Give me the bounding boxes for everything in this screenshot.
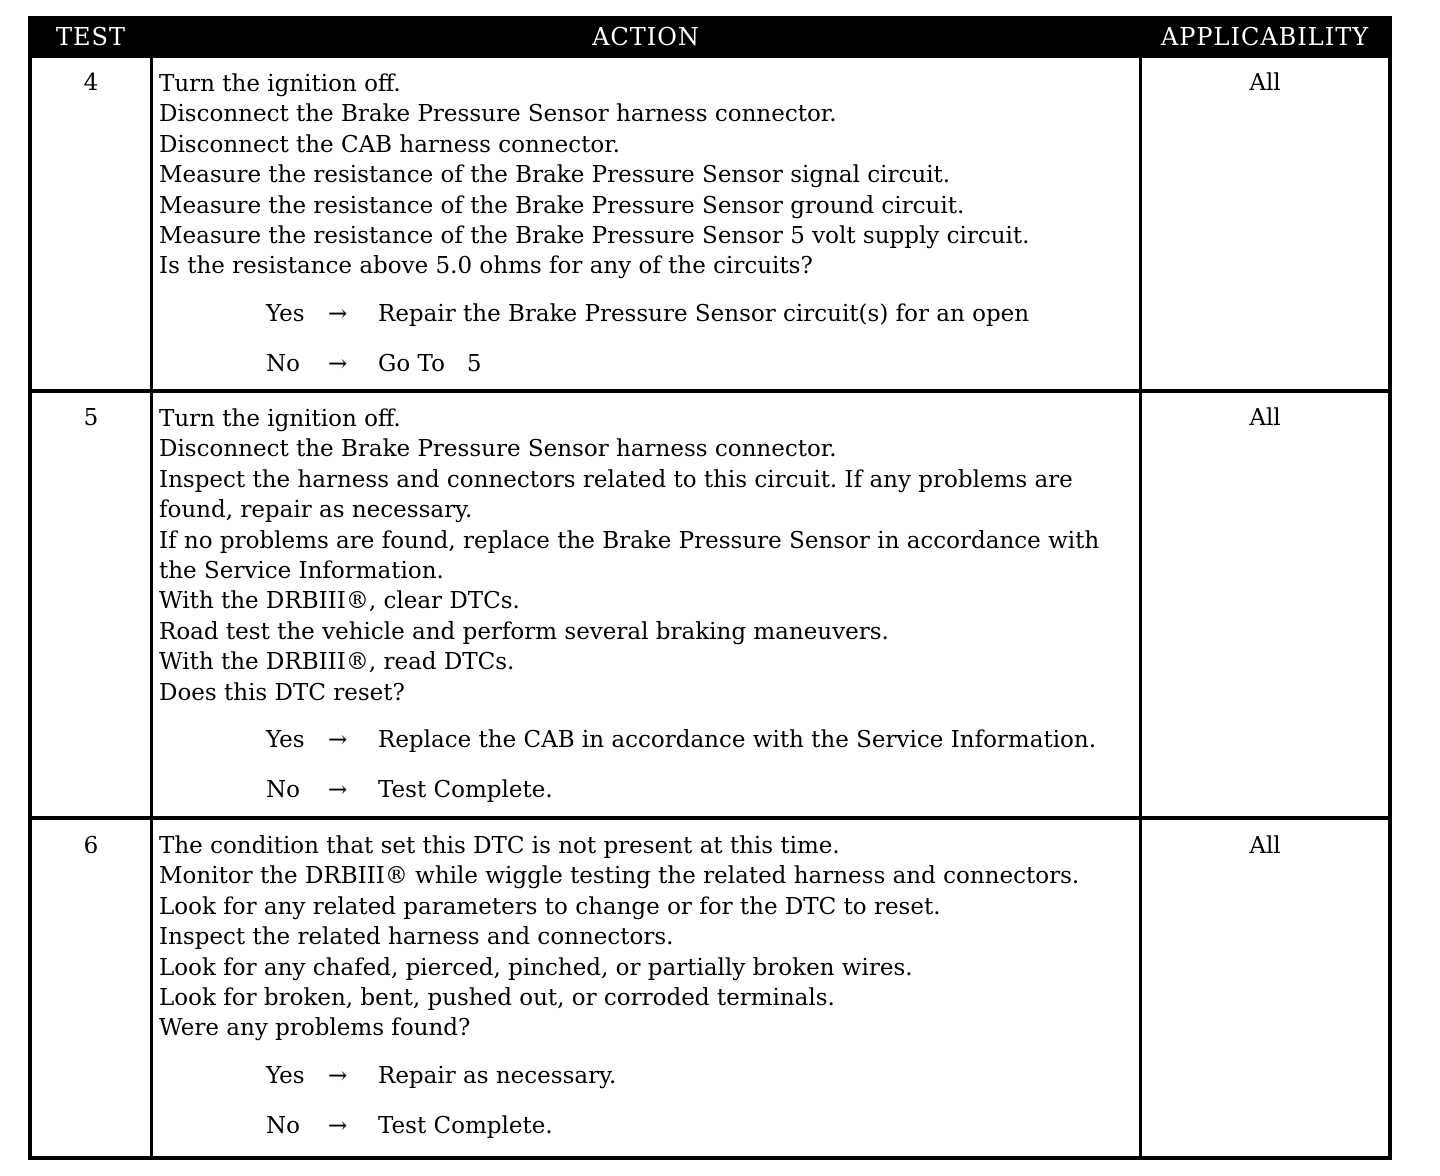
right-arrow-icon: → <box>328 1112 348 1139</box>
right-arrow-icon: → <box>328 1062 348 1089</box>
answer-options <box>159 1061 1139 1141</box>
yes-label: Yes <box>266 1062 305 1089</box>
action-cell <box>159 831 1139 1141</box>
action-step: Turn the ignition off. <box>159 406 401 432</box>
test-number-cell: 6 <box>83 833 99 859</box>
action-step: With the DRBIII®, clear DTCs. <box>159 588 520 615</box>
applicability-cell: All <box>1249 833 1281 859</box>
header-applicability: APPLICABILITY <box>1160 23 1370 51</box>
no-answer <box>159 1111 1139 1141</box>
action-step: Disconnect the Brake Pressure Sensor harness connector. <box>159 101 837 128</box>
no-label: No <box>266 1112 300 1139</box>
row-divider <box>32 389 1388 393</box>
answer-options <box>159 299 1139 379</box>
test-number-cell: 5 <box>83 405 99 431</box>
yes-result: Replace the CAB in accordance with the Service Information. <box>378 727 1097 754</box>
answer-options <box>159 725 1139 805</box>
yes-result: Repair the Brake Pressure Sensor circuit(s) for an open <box>378 300 1030 327</box>
action-step: The condition that set this DTC is not present at this time. <box>159 833 840 859</box>
no-result: Go To 5 <box>378 350 482 377</box>
row-divider <box>32 816 1388 820</box>
yes-result: Repair as necessary. <box>378 1062 617 1089</box>
action-question: Is the resistance above 5.0 ohms for any of the circuits? <box>159 253 813 280</box>
action-step: Measure the resistance of the Brake Pressure Sensor ground circuit. <box>159 192 965 219</box>
yes-label: Yes <box>266 300 305 327</box>
action-question: Were any problems found? <box>159 1015 471 1042</box>
no-answer <box>159 775 1139 805</box>
table-header <box>32 16 1388 58</box>
action-step: With the DRBIII®, read DTCs. <box>159 649 515 676</box>
test-number-cell: 4 <box>83 70 99 96</box>
action-step: Turn the ignition off. <box>159 71 401 97</box>
no-answer <box>159 349 1139 379</box>
action-step: Monitor the DRBIII® while wiggle testing the related harness and connectors. Look for any related parameters to change or for the DTC to reset. <box>159 863 1080 920</box>
action-cell <box>159 404 1139 805</box>
yes-answer <box>159 299 1139 329</box>
applicability-cell: All <box>1249 70 1281 96</box>
action-step: Measure the resistance of the Brake Pressure Sensor signal circuit. <box>159 162 951 189</box>
yes-label: Yes <box>266 727 305 754</box>
action-step: Look for any chafed, pierced, pinched, or partially broken wires. <box>159 954 913 981</box>
yes-answer <box>159 725 1139 755</box>
header-action: ACTION <box>592 23 700 51</box>
column-divider <box>150 58 153 1156</box>
diagnostic-table <box>28 16 1392 1160</box>
header-test: TEST <box>56 23 126 51</box>
action-step: If no problems are found, replace the Brake Pressure Sensor in accordance with the Service Information. <box>159 527 1100 585</box>
action-step: Road test the vehicle and perform several braking maneuvers. <box>159 618 889 645</box>
right-arrow-icon: → <box>328 300 348 327</box>
right-arrow-icon: → <box>328 777 348 804</box>
no-result: Test Complete. <box>378 777 553 804</box>
action-question: Does this DTC reset? <box>159 679 405 706</box>
applicability-cell: All <box>1249 405 1281 431</box>
right-arrow-icon: → <box>328 727 348 754</box>
no-label: No <box>266 350 300 377</box>
action-cell <box>159 69 1139 379</box>
no-result: Test Complete. <box>378 1112 553 1139</box>
action-step: Inspect the harness and connectors related to this circuit. If any problems are found, repair as necessary. <box>159 466 1073 524</box>
action-step: Look for broken, bent, pushed out, or corroded terminals. <box>159 985 835 1012</box>
action-step: Measure the resistance of the Brake Pressure Sensor 5 volt supply circuit. <box>159 223 1030 250</box>
no-label: No <box>266 777 300 804</box>
action-step: Inspect the related harness and connectors. <box>159 924 674 951</box>
action-step: Disconnect the Brake Pressure Sensor harness connector. <box>159 436 837 463</box>
column-divider <box>1139 58 1142 1156</box>
yes-answer <box>159 1061 1139 1091</box>
action-step: Disconnect the CAB harness connector. <box>159 131 620 158</box>
right-arrow-icon: → <box>328 350 348 377</box>
